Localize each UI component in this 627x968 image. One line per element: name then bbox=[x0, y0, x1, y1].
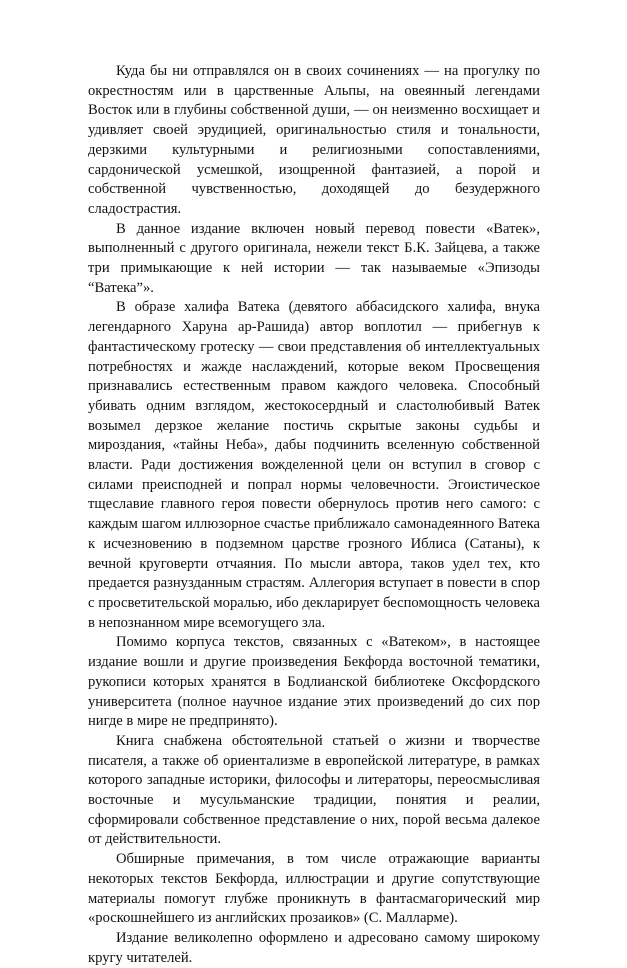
paragraph-notes: Обширные примечания, в том числе отражающие варианты некоторых текстов Бекфорда, иллюстрации и другие сопутствующие материалы помогут глубже проникнуть в фантасмагорический мир «роскошнейшего из английских прозаиков» (С. Малларме). bbox=[88, 851, 540, 927]
paragraph-intro: Куда бы ни отправлялся он в своих сочинениях — на прогулку по окрестностям или в царственные Альпы, на овеянный легендами Восток или в глубины собственной души, — он неизменно восхищает и удивляет своей эрудицией, оригинальностью стиля и тональности, дерзкими культурными и религиозными сопоставлениями, сардонической усмешкой, изощренной фантазией, а порой и собственной чувственностью, доходящей до безудержного сладострастия. bbox=[88, 63, 540, 217]
paragraph-oriental-works: Помимо корпуса текстов, связанных с «Ватеком», в настоящее издание вошли и другие произведения Бекфорда восточной тематики, рукописи которых хранятся в Бодлианской библиотеке Оксфордского университета (полное научное издание этих произведений до сих пор нигде в мире не предпринято). bbox=[88, 634, 540, 730]
paragraph-edition-contents: В данное издание включен новый перевод повести «Ватек», выполненный с другого оригинала, нежели текст Б.К. Зайцева, а также три примыкающие к ней истории — так называемые «Эпизоды “Ватека”». bbox=[88, 220, 540, 296]
paragraph-closing: Издание великолепно оформлено и адресовано самому широкому кругу читателей. bbox=[88, 929, 540, 966]
paragraph-vathek-summary: В образе халифа Ватека (девятого аббасидского халифа, внука легендарного Харуна ар-Рашида) автор воплотил — прибегнув к фантастическому гротеску — свои представления об интеллектуальных потребностях и жажде наслаждений, которые веком Просвещения признавались естественным правом каждого человека. Способный убивать одним взглядом, жестокосердный и сластолюбивый Ватек возымел дерзкое желание постичь скрытые законы судьбы и мироздания, «тайны Неба», дабы подчинить вселенную собственной власти. Ради достижения вожделенной цели он вступил в сговор с силами преисподней и попрал нормы человечности. Эгоистическое тщеславие главного героя повести обернулось против него самого: с каждым шагом иллюзорное счастье приближало самонадеянного Ватека к исчезновению в подземном царстве грозного Иблиса (Сатаны), к вечной круговерти отчаяния. По мысли автора, таков удел тех, кто предается разнузданным страстям. Аллегория вступает в повести в спор с просветительской моралью, ибо декларирует беспомощность человека в непознанном мире всемогущего зла. bbox=[88, 299, 540, 631]
page-text-body bbox=[88, 62, 540, 968]
paragraph-article: Книга снабжена обстоятельной статьей о жизни и творчестве писателя, а также об ориентализме в европейской литературе, в рамках которого западные историки, философы и литераторы, переосмысливая восточные и мусульманские традиции, понятия и реалии, сформировали собственное представление о них, порой весьма далекое от действительности. bbox=[88, 732, 540, 848]
